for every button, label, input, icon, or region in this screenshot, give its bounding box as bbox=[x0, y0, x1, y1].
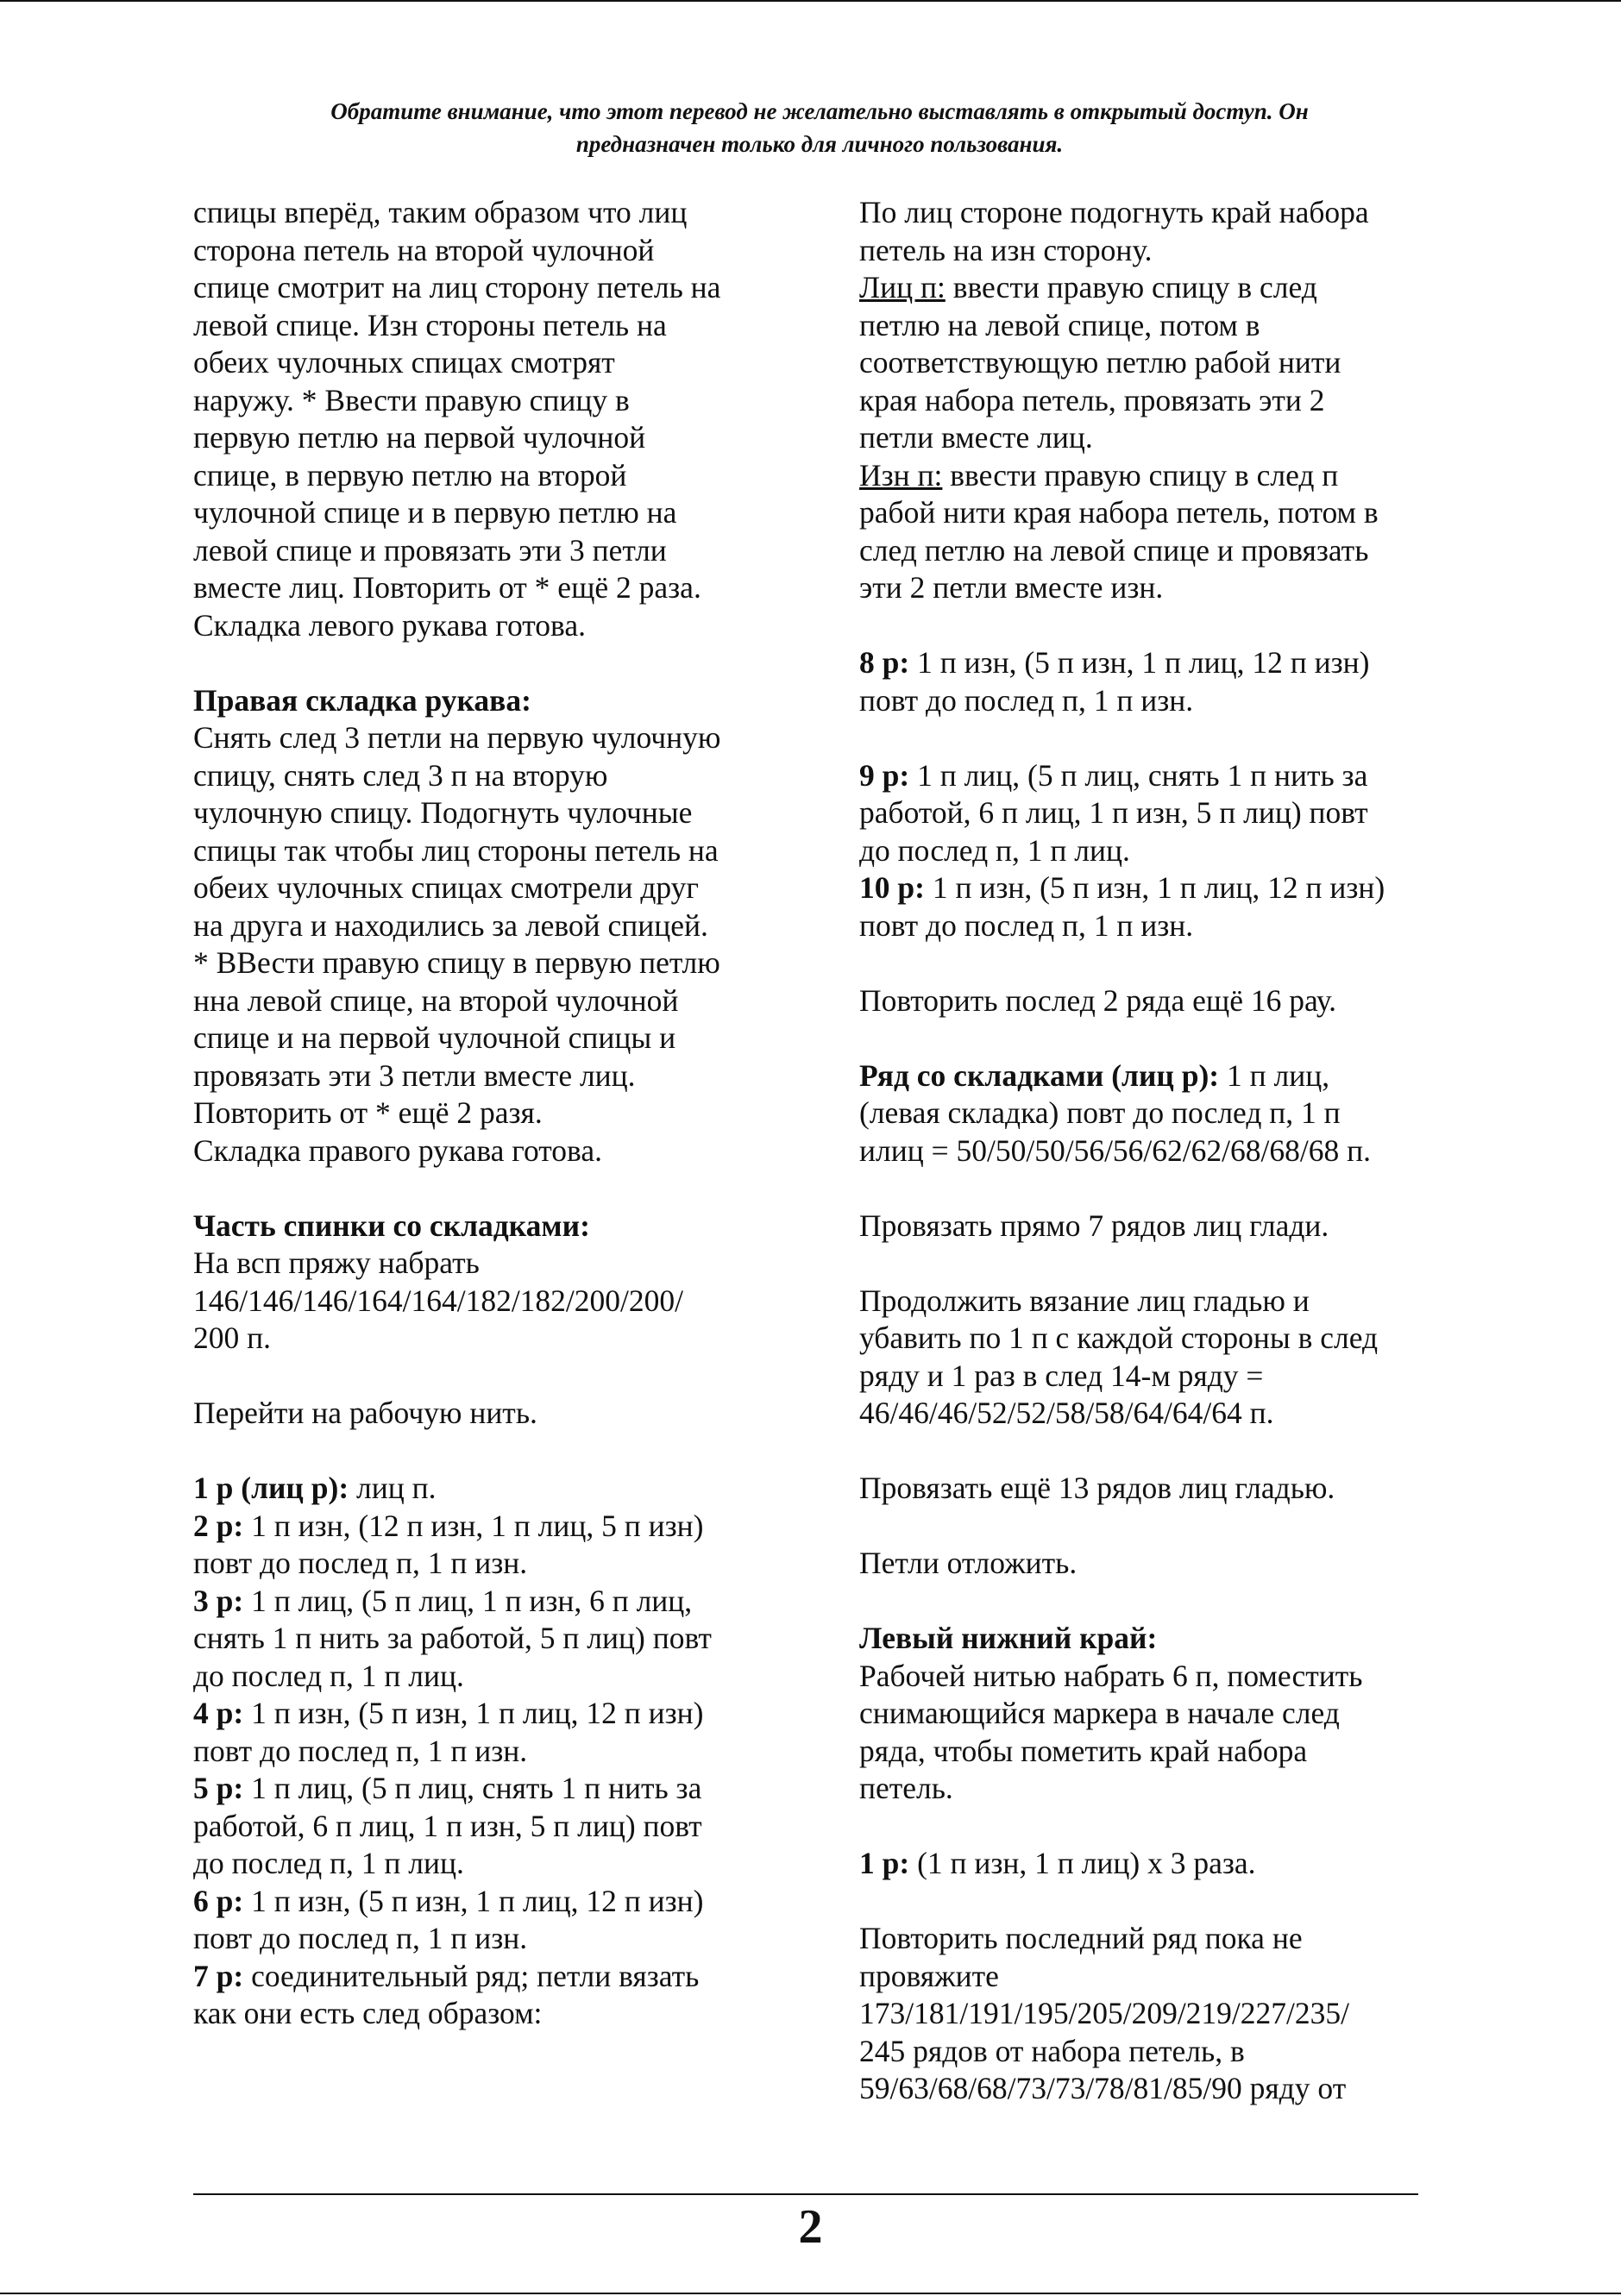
text-line: петли вместе лиц. bbox=[859, 420, 1093, 455]
text-line: повт до послед п, 1 п изн. bbox=[859, 907, 1194, 943]
text-line: соответствующую петлю рабой нити bbox=[859, 345, 1341, 380]
text-line: работой, 6 п лиц, 1 п изн, 5 п лиц) повт bbox=[859, 795, 1368, 830]
text-line: нна левой спице, на второй чулочной bbox=[193, 982, 679, 1018]
row-instruction bbox=[859, 457, 1480, 495]
text-line: чулочной спице и в первую петлю на bbox=[193, 495, 677, 530]
row-label: 3 р: bbox=[193, 1583, 244, 1618]
row-instruction bbox=[193, 1770, 814, 1808]
text-line: 146/146/146/164/164/182/182/200/200/ bbox=[193, 1283, 684, 1318]
text-line: Повторить послед 2 ряда ещё 16 рау. bbox=[859, 982, 1336, 1018]
text-line: работой, 6 п лиц, 1 п изн, 5 п лиц) повт bbox=[193, 1808, 702, 1843]
row-instruction bbox=[859, 757, 1480, 795]
row-text: соединительный ряд; петли вязать bbox=[251, 1958, 700, 1993]
text-line: спице смотрит на лиц сторону петель на bbox=[193, 270, 721, 304]
text-line: повт до послед п, 1 п изн. bbox=[193, 1546, 528, 1580]
text-line: края набора петель, провязать эти 2 bbox=[859, 382, 1325, 417]
text-line: петель на изн сторону. bbox=[859, 232, 1153, 267]
text-line: петель. bbox=[859, 1771, 953, 1805]
row-text: лиц п. bbox=[356, 1471, 437, 1505]
text-line: Продолжить вязание лиц гладью и bbox=[859, 1283, 1310, 1318]
text-line: обеих чулочных спицах смотрели друг bbox=[193, 870, 699, 905]
row-label: 10 р: bbox=[859, 870, 925, 905]
text-line: обеих чулочных спицах смотрят bbox=[193, 345, 615, 380]
blank-line bbox=[859, 719, 1480, 757]
text-line: 46/46/46/52/52/58/58/64/64/64 п. bbox=[859, 1396, 1274, 1430]
text-line: повт до послед п, 1 п изн. bbox=[193, 1921, 528, 1955]
row-text: 1 п изн, (5 п изн, 1 п лиц, 12 п изн) bbox=[251, 1696, 704, 1730]
section-heading-back-with-pleats: Часть спинки со складками: bbox=[193, 1208, 590, 1243]
row-text: 1 п изн, (12 п изн, 1 п лиц, 5 п изн) bbox=[251, 1508, 704, 1543]
row-label: 4 р: bbox=[193, 1696, 244, 1730]
text-line: провязать эти 3 петли вместе лиц. bbox=[193, 1057, 636, 1093]
row-label: Ряд со складками (лиц р): bbox=[859, 1057, 1220, 1093]
blank-line bbox=[859, 1808, 1480, 1846]
text-line: убавить по 1 п с каждой стороны в след bbox=[859, 1321, 1379, 1355]
text-line: первую петлю на первой чулочной bbox=[193, 420, 646, 455]
text-line: 245 рядов от набора петель, в bbox=[859, 2033, 1245, 2068]
text-line: илиц = 50/50/50/56/56/62/62/68/68/68 п. bbox=[859, 1132, 1371, 1168]
bottom-border bbox=[0, 2293, 1621, 2294]
row-text: 1 п изн, (5 п изн, 1 п лиц, 12 п изн) bbox=[932, 870, 1385, 905]
row-instruction bbox=[193, 1508, 814, 1546]
row-text: 1 п лиц, (5 п лиц, снять 1 п нить за bbox=[917, 757, 1368, 793]
text-line: Перейти на рабочую нить. bbox=[193, 1396, 537, 1430]
blank-line bbox=[859, 1508, 1480, 1546]
text-line: спицы так чтобы лиц стороны петель на bbox=[193, 832, 719, 868]
row-instruction bbox=[859, 1057, 1480, 1095]
text-line: (левая складка) повт до послед п, 1 п bbox=[859, 1095, 1341, 1130]
text-line: На всп пряжу набрать bbox=[193, 1245, 480, 1280]
blank-line bbox=[859, 1883, 1480, 1921]
text-line: ряда, чтобы пометить край набора bbox=[859, 1733, 1308, 1768]
text-line: Петли отложить. bbox=[859, 1546, 1078, 1580]
text-line: петлю на левой спице, потом в bbox=[859, 307, 1260, 342]
row-label: 2 р: bbox=[193, 1508, 244, 1543]
text-line: до послед п, 1 п лиц. bbox=[859, 832, 1130, 868]
text-line: повт до послед п, 1 п изн. bbox=[859, 682, 1194, 718]
text-line: Складка правого рукава готова. bbox=[193, 1132, 602, 1168]
blank-line bbox=[193, 1170, 814, 1208]
row-label: 9 р: bbox=[859, 757, 910, 793]
text-line: Складка левого рукава готова. bbox=[193, 607, 586, 643]
section-heading-right-sleeve-fold: Правая складка рукава: bbox=[193, 682, 531, 718]
text-line: чулочную спицу. Подогнуть чулочные bbox=[193, 795, 693, 830]
row-instruction bbox=[193, 1958, 814, 1996]
text-line: снимающийся маркера в начале след bbox=[859, 1696, 1340, 1730]
text-line: левой спице и провязать эти 3 петли bbox=[193, 532, 667, 568]
row-text: (1 п изн, 1 п лиц) х 3 раза. bbox=[917, 1846, 1256, 1880]
page-number: 2 bbox=[798, 2200, 823, 2254]
text-line: ряду и 1 раз в след 14-м ряду = bbox=[859, 1358, 1264, 1393]
blank-line bbox=[193, 1358, 814, 1396]
row-instruction bbox=[193, 1883, 814, 1921]
text-line: Повторить от * ещё 2 разя. bbox=[193, 1095, 543, 1130]
row-label: 1 р (лиц р): bbox=[193, 1471, 349, 1505]
text-line: 200 п. bbox=[193, 1321, 271, 1355]
text-line: провяжите bbox=[859, 1958, 999, 1993]
row-label: 8 р: bbox=[859, 645, 910, 680]
row-instruction bbox=[859, 269, 1480, 307]
row-instruction bbox=[859, 869, 1480, 907]
row-text: 1 п лиц, bbox=[1226, 1057, 1330, 1093]
row-text: 1 п изн, (5 п изн, 1 п лиц, 12 п изн) bbox=[917, 645, 1370, 680]
text-line: наружу. * Ввести правую спицу в bbox=[193, 382, 630, 417]
text-line: Повторить последний ряд пока не bbox=[859, 1921, 1303, 1955]
left-column bbox=[193, 194, 814, 2033]
blank-line bbox=[859, 944, 1480, 982]
row-text: 1 п изн, (5 п изн, 1 п лиц, 12 п изн) bbox=[251, 1883, 704, 1918]
text-line: Провязать прямо 7 рядов лиц глади. bbox=[859, 1208, 1329, 1243]
text-line: повт до послед п, 1 п изн. bbox=[193, 1733, 528, 1768]
text-line: до послед п, 1 п лиц. bbox=[193, 1846, 464, 1880]
row-text: 1 п лиц, (5 п лиц, 1 п изн, 6 п лиц, bbox=[251, 1583, 693, 1618]
row-instruction bbox=[859, 644, 1480, 682]
footer-divider bbox=[193, 2193, 1418, 2195]
text-line: сторона петель на второй чулочной bbox=[193, 232, 655, 267]
row-label: 5 р: bbox=[193, 1771, 244, 1805]
text-line: спицы вперёд, таким образом что лиц bbox=[193, 195, 688, 229]
blank-line bbox=[859, 607, 1480, 645]
text-line: * ВВести правую спицу в первую петлю bbox=[193, 945, 720, 980]
text-line: Провязать ещё 13 рядов лиц гладью. bbox=[859, 1471, 1335, 1505]
text-line: 173/181/191/195/205/209/219/227/235/ bbox=[859, 1996, 1350, 2030]
text-line: спицу, снять след 3 п на вторую bbox=[193, 757, 608, 793]
text-line: снять 1 п нить за работой, 5 п лиц) повт bbox=[193, 1621, 712, 1655]
blank-line bbox=[193, 1433, 814, 1471]
row-instruction bbox=[193, 1470, 814, 1508]
stitch-label-purl: Изн п: bbox=[859, 457, 943, 492]
text-line: эти 2 петли вместе изн. bbox=[859, 570, 1164, 605]
text-line: По лиц стороне подогнуть край набора bbox=[859, 195, 1369, 229]
row-label: 7 р: bbox=[193, 1958, 244, 1993]
text-line: вместе лиц. Повторить от * ещё 2 раза. bbox=[193, 570, 701, 605]
row-label: 6 р: bbox=[193, 1883, 244, 1918]
blank-line bbox=[859, 1245, 1480, 1283]
blank-line bbox=[859, 1170, 1480, 1208]
text-line: спице, в первую петлю на второй bbox=[193, 457, 627, 492]
text-line: левой спице. Изн стороны петель на bbox=[193, 307, 667, 342]
notice-line-1: Обратите внимание, что этот перевод не желательно выставлять в открытый доступ. Он bbox=[330, 98, 1309, 124]
notice-line-2: предназначен только для личного пользования. bbox=[575, 131, 1064, 157]
row-instruction bbox=[193, 1695, 814, 1733]
blank-line bbox=[859, 1583, 1480, 1621]
text-line: рабой нити края набора петель, потом в bbox=[859, 495, 1379, 530]
text-line: спице и на первой чулочной спицы и bbox=[193, 1020, 676, 1055]
blank-line bbox=[859, 1019, 1480, 1057]
blank-line bbox=[193, 644, 814, 682]
text-line: след петлю на левой спице и провязать bbox=[859, 532, 1369, 568]
text-line: как они есть след образом: bbox=[193, 1996, 543, 2030]
row-instruction bbox=[193, 1583, 814, 1621]
row-label: 1 р: bbox=[859, 1846, 910, 1880]
translation-notice bbox=[121, 95, 1518, 160]
text-line: на друга и находились за левой спицей. bbox=[193, 907, 708, 943]
text-line: Снять след 3 петли на первую чулочную bbox=[193, 720, 721, 755]
stitch-label-knit: Лиц п: bbox=[859, 270, 946, 304]
row-instruction bbox=[859, 1845, 1480, 1883]
text-line: 59/63/68/68/73/73/78/81/85/90 ряду от bbox=[859, 2071, 1347, 2105]
blank-line bbox=[859, 1433, 1480, 1471]
top-border bbox=[0, 0, 1621, 2]
row-text: ввести правую спицу в след п bbox=[950, 457, 1339, 492]
section-heading-left-bottom-edge: Левый нижний край: bbox=[859, 1621, 1158, 1655]
text-line: Рабочей нитью набрать 6 п, поместить bbox=[859, 1658, 1363, 1693]
row-text: ввести правую спицу в след bbox=[952, 270, 1317, 304]
text-line: до послед п, 1 п лиц. bbox=[193, 1658, 464, 1693]
row-text: 1 п лиц, (5 п лиц, снять 1 п нить за bbox=[251, 1771, 702, 1805]
right-column bbox=[859, 194, 1480, 2108]
